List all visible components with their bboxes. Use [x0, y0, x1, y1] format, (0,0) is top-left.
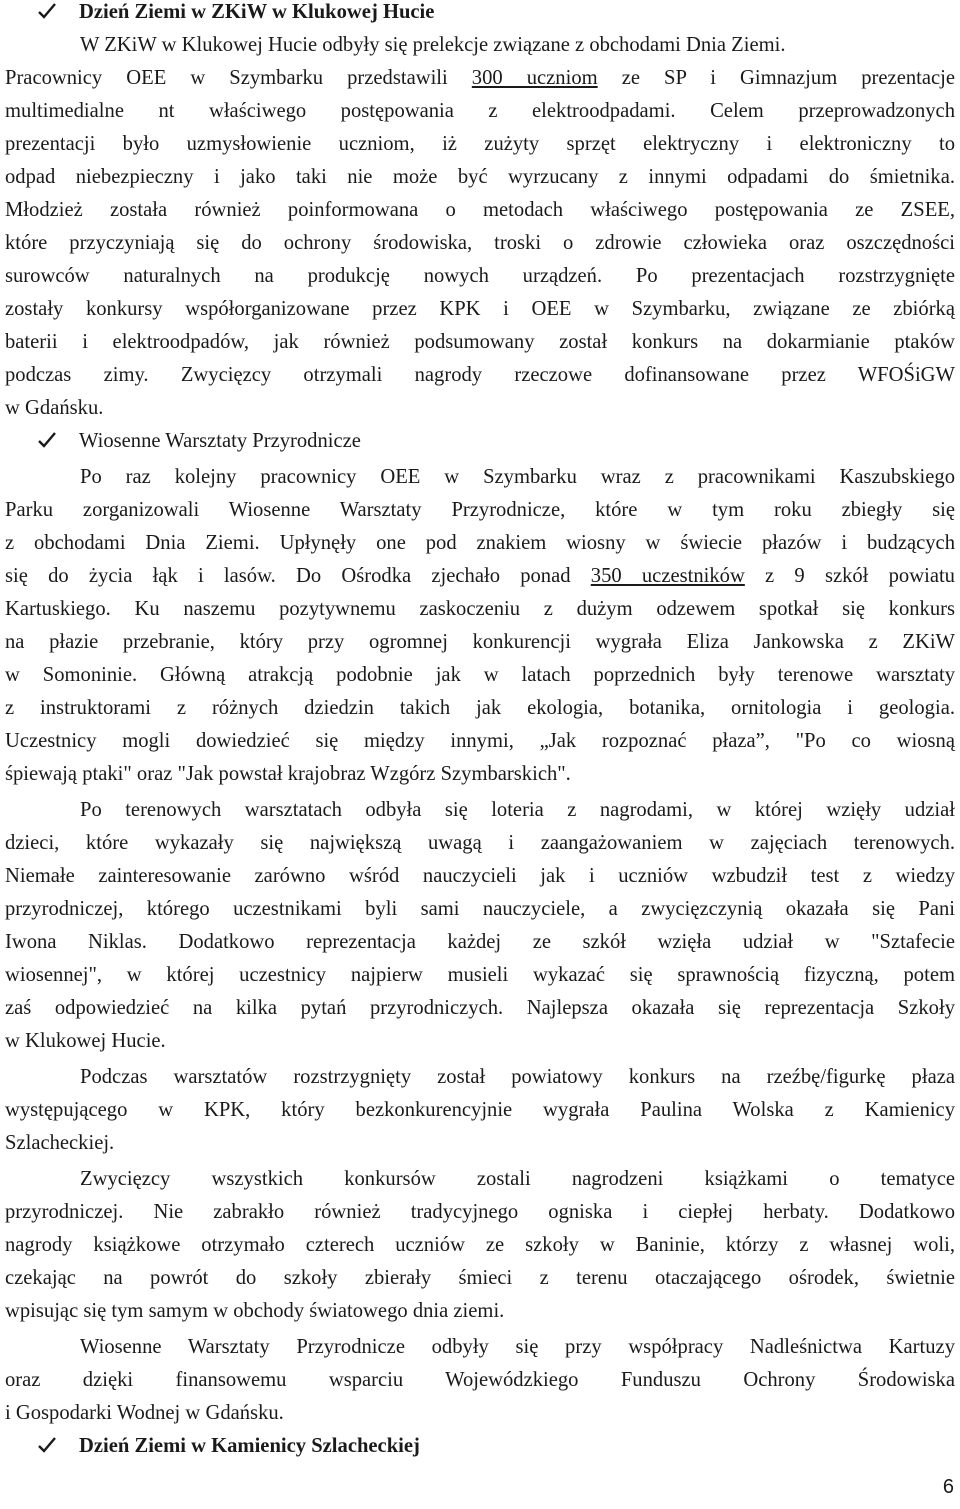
paragraph-line: Po raz kolejny pracownicy OEE w Szymbarku wraz z pracownikami Kaszubskiego [80, 466, 955, 488]
paragraph-line: wiosennej", w której uczestnicy najpierw musieli wykazać się sprawnością fizyczną, potem [5, 964, 955, 986]
section-heading-wiosenne-warsztaty: Wiosenne Warsztaty Przyrodnicze [37, 425, 361, 458]
paragraph-line: na płazie przebranie, który przy ogromnej konkurencji wygrała Eliza Jankowska z ZKiW [5, 631, 955, 653]
paragraph-line: Zwycięzcy wszystkich konkursów zostali nagrodzeni książkami o tematyce [80, 1168, 955, 1190]
paragraph-line: dzieci, które wykazały się największą uwagą i zaangażowaniem w zajęciach terenowych. [5, 832, 955, 854]
section-heading-dzien-ziemi-kamienica: Dzień Ziemi w Kamienicy Szlacheckiej [37, 1430, 420, 1463]
paragraph-line: prezentacji było uzmysłowienie uczniom, iż zużyty sprzęt elektryczny i elektroniczny to [5, 133, 955, 155]
checkmark-icon [37, 0, 79, 29]
paragraph-line: śpiewają ptaki" oraz "Jak powstał krajobraz Wzgórz Szymbarskich". [5, 763, 571, 785]
paragraph-line: które przyczyniają się do ochrony środowiska, troski o zdrowie człowieka oraz oszczędności [5, 232, 955, 254]
paragraph-line: z obchodami Dnia Ziemi. Upłynęły one pod znakiem wiosny w świecie płazów i budzących [5, 532, 955, 554]
paragraph-line: Wiosenne Warsztaty Przyrodnicze odbyły się przy współpracy Nadleśnictwa Kartuzy [80, 1336, 955, 1358]
paragraph-line: w Somoninie. Główną atrakcją podobnie jak w latach poprzednich były terenowe warsztaty [5, 664, 955, 686]
paragraph-line: odpad niebezpieczny i jako taki nie może być wyrzucany z innymi odpadami do śmietnika. [5, 166, 955, 188]
paragraph-line: występującego w KPK, który bezkonkurencyjnie wygrała Paulina Wolska z Kamienicy [5, 1099, 955, 1121]
paragraph-line: podczas zimy. Zwycięzcy otrzymali nagrody rzeczowe dofinansowane przez WFOŚiGW [5, 364, 955, 386]
paragraph-line: czekając na powrót do szkoły zbierały śmieci z terenu otaczającego ośrodek, świetnie [5, 1267, 955, 1289]
underlined-count: 350 uczestników [590, 565, 745, 587]
paragraph-line: Szlacheckiej. [5, 1132, 115, 1154]
paragraph-line: Parku zorganizowali Wiosenne Warsztaty Przyrodnicze, które w tym roku zbiegły się [5, 499, 955, 521]
paragraph-line: Młodzież została również poinformowana o metodach właściwego postępowania ze ZSEE, [5, 199, 955, 221]
paragraph-line: W ZKiW w Klukowej Hucie odbyły się prelekcje związane z obchodami Dnia Ziemi. [80, 34, 786, 56]
paragraph-line: baterii i elektroodpadów, jak również podsumowany został konkurs na dokarmianie ptaków [5, 331, 955, 353]
paragraph-line: Pracownicy OEE w Szymbarku przedstawili 300 uczniom ze SP i Gimnazjum prezentacje [5, 67, 955, 89]
paragraph-line: Iwona Niklas. Dodatkowo reprezentacja każdej ze szkół wzięła udział w "Sztafecie [5, 931, 955, 953]
paragraph-line: się do życia łąk i lasów. Do Ośrodka zjechało ponad 350 uczestników z 9 szkół powiatu [5, 565, 955, 587]
paragraph-line: w Gdańsku. [5, 397, 104, 419]
paragraph-line: i Gospodarki Wodnej w Gdańsku. [5, 1402, 284, 1424]
paragraph-line: oraz dzięki finansowemu wsparciu Wojewódzkiego Funduszu Ochrony Środowiska [5, 1369, 955, 1391]
paragraph-line: z instruktorami z różnych dziedzin takich jak ekologia, botanika, ornitologia i geologia. [5, 697, 955, 719]
section-heading-dzien-ziemi-klukowa-huta: Dzień Ziemi w ZKiW w Klukowej Hucie [37, 0, 434, 29]
paragraph-line: zaś odpowiedzieć na kilka pytań przyrodniczych. Najlepsza okazała się reprezentacja Szkoły [5, 997, 955, 1019]
paragraph-line: wpisując się tym samym w obchody światowego dnia ziemi. [5, 1300, 505, 1322]
underlined-count: 300 uczniom [471, 67, 598, 89]
paragraph-line: Uczestnicy mogli dowiedzieć się między innymi, „Jak rozpoznać płaza”, "Po co wiosną [5, 730, 955, 752]
paragraph-line: Podczas warsztatów rozstrzygnięty został powiatowy konkurs na rzeźbę/figurkę płaza [80, 1066, 955, 1088]
checkmark-icon [37, 425, 79, 458]
paragraph-line: multimedialne nt właściwego postępowania z elektroodpadami. Celem przeprowadzonych [5, 100, 955, 122]
paragraph-line: surowców naturalnych na produkcję nowych urządzeń. Po prezentacjach rozstrzygnięte [5, 265, 955, 287]
page-number: 6 [942, 1476, 954, 1498]
paragraph-line: zostały konkursy współorganizowane przez KPK i OEE w Szymbarku, związane ze zbiórką [5, 298, 955, 320]
paragraph-line: Niemałe zainteresowanie zarówno wśród nauczycieli jak i uczniów wzbudził test z wiedzy [5, 865, 955, 887]
paragraph-line: przyrodniczej. Nie zabrakło również tradycyjnego ogniska i ciepłej herbaty. Dodatkowo [5, 1201, 955, 1223]
paragraph-line: Kartuskiego. Ku naszemu pozytywnemu zaskoczeniu z dużym odzewem spotkał się konkurs [5, 598, 955, 620]
paragraph-line: nagrody książkowe otrzymało czterech uczniów ze szkoły w Baninie, którzy z własnej woli, [5, 1234, 955, 1256]
paragraph-line: przyrodniczej, którego uczestnikami byli sami nauczyciele, a zwycięzczynią okazała się Pani [5, 898, 955, 920]
paragraph-line: w Klukowej Hucie. [5, 1030, 166, 1052]
paragraph-line: Po terenowych warsztatach odbyła się loteria z nagrodami, w której wzięły udział [80, 799, 955, 821]
checkmark-icon [37, 1430, 79, 1463]
